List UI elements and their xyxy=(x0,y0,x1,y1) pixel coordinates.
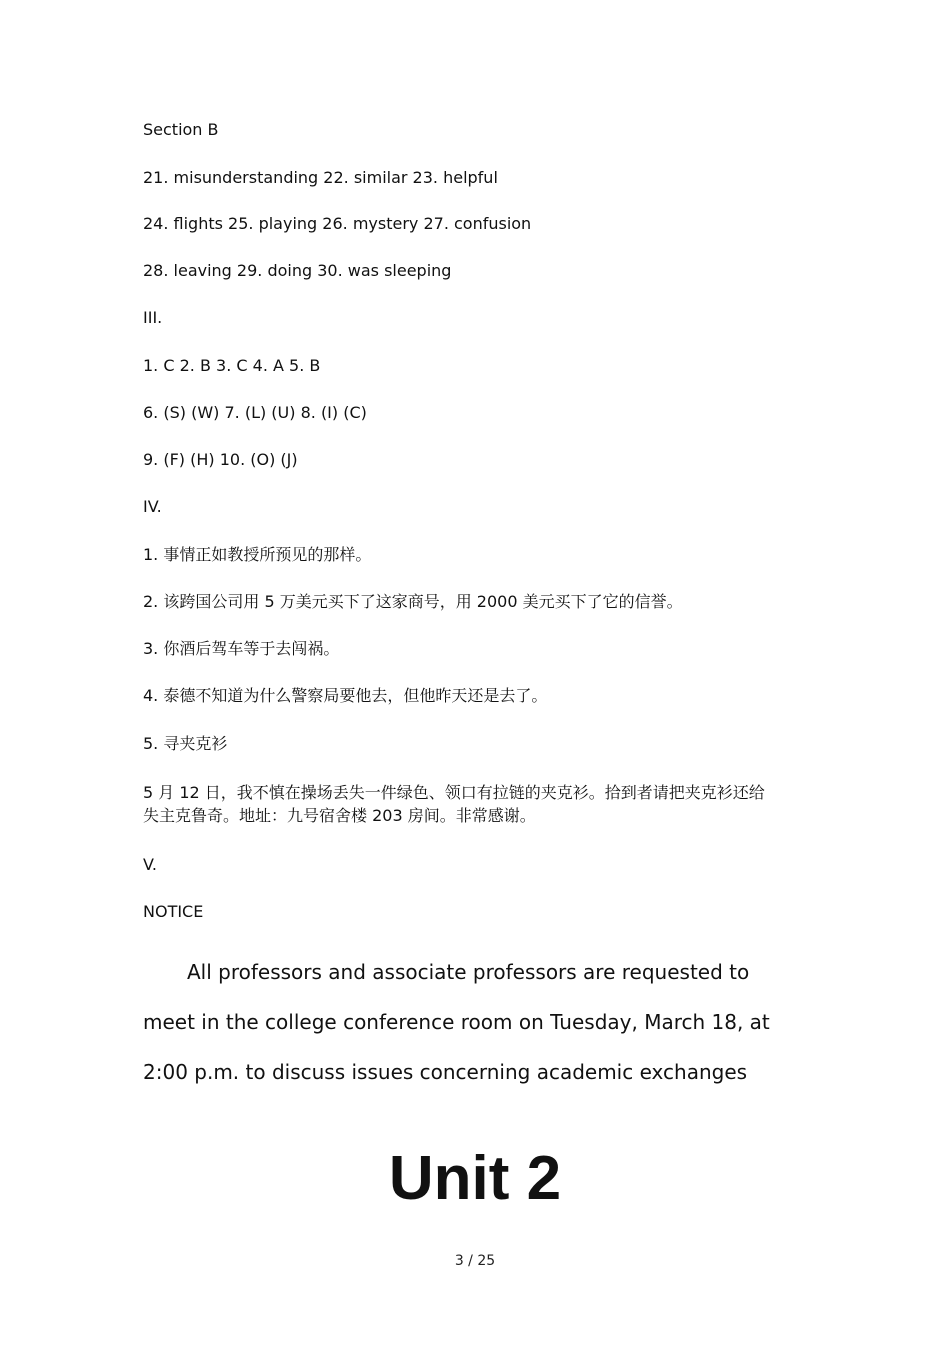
answer-line: 28. leaving 29. doing 30. was sleeping xyxy=(143,261,452,280)
answer-line: 1. C 2. B 3. C 4. A 5. B xyxy=(143,356,321,375)
translation-line: 4. 泰德不知道为什么警察局要他去，但他昨天还是去了。 xyxy=(143,686,548,705)
translation-paragraph: 5 月 12 日，我不慎在操场丢失一件绿色、领口有拉链的夹克衫。拾到者请把夹克衫还给失主克鲁奇。地址：九号宿舍楼 203 房间。非常感谢。 xyxy=(143,783,765,825)
notice-text-line: 2:00 p.m. to discuss issues concerning academic exchanges xyxy=(143,1060,748,1084)
translation-line: 2. 该跨国公司用 5 万美元买下了这家商号，用 2000 美元买下了它的信誉。 xyxy=(143,592,683,611)
translation-line: 3. 你酒后驾车等于去闯祸。 xyxy=(143,639,340,658)
part-iv-heading: IV. xyxy=(143,497,162,516)
part-iii-heading: III. xyxy=(143,308,163,327)
answer-line: 24. flights 25. playing 26. mystery 27. confusion xyxy=(143,214,532,233)
notice-text-line: All professors and associate professors are requested to xyxy=(187,960,750,984)
section-b-heading: Section B xyxy=(143,120,219,139)
answer-line: 6. (S) (W) 7. (L) (U) 8. (I) (C) xyxy=(143,403,367,422)
answer-line: 21. misunderstanding 22. similar 23. helpful xyxy=(143,168,498,187)
notice-heading: NOTICE xyxy=(143,902,204,921)
translation-line: 5. 寻夹克衫 xyxy=(143,734,228,753)
notice-text-line: meet in the college conference room on Tuesday, March 18, at xyxy=(143,1010,770,1034)
answer-line: 9. (F) (H) 10. (O) (J) xyxy=(143,450,298,469)
translation-line: 1. 事情正如教授所预见的那样。 xyxy=(143,545,372,564)
part-v-heading: V. xyxy=(143,855,157,874)
unit-title: Unit 2 xyxy=(388,1144,562,1213)
page-number: 3 / 25 xyxy=(454,1253,496,1269)
